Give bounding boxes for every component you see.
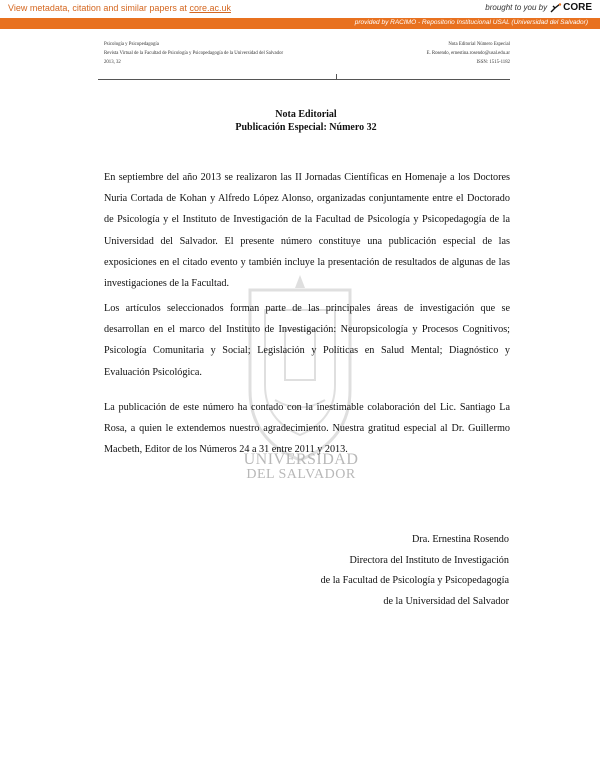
journal-subtitle: Revista Virtual de la Facultad de Psicología y Psicopedagogía de la Universidad del Salvador <box>104 51 284 56</box>
provider-banner <box>0 18 600 29</box>
core-metadata-line <box>8 3 231 13</box>
core-view-text: View metadata, citation and similar papers at <box>8 3 187 13</box>
header-rule <box>98 79 510 80</box>
core-logo-text: CORE <box>563 2 592 13</box>
paragraph-2: Los artículos seleccionados forman parte de las principales áreas de investigación que se desarrollan en el marco del Instituto de Investigación: Neuropsicología y Procesos Cognitivos; Psicología Comunitaria y Social; Legislación y Políticas en Salud Mental; Diagnóstico y Evaluación Psicológica. <box>104 303 510 378</box>
journal-name: Psicología y Psicopedagogía <box>104 42 159 47</box>
header-rule-tick <box>336 74 337 79</box>
article-title <box>0 109 600 134</box>
brought-to-you-text: brought to you by <box>485 3 548 12</box>
core-brought-by <box>485 2 592 13</box>
core-logo[interactable] <box>550 2 592 13</box>
signature-title: Directora del Instituto de Investigación <box>349 554 509 566</box>
watermark-line-2: DEL SALVADOR <box>246 467 356 482</box>
signature-block <box>321 530 509 613</box>
title-line-2: Publicación Especial: Número 32 <box>235 121 377 133</box>
paragraph-3: La publicación de este número ha contado con la inestimable colaboración del Lic. Santiago La Rosa, a quien le extendemos nuestro agradecimiento. Nuestra gratitud especial al Dr. Guillermo Macbeth, Editor de los Números 24 a 31 entre 2011 y 2013. <box>104 402 510 456</box>
issn: ISSN: 1515-1182 <box>476 60 510 65</box>
author-contact: E. Rosendo, ernestina.rosendo@usal.edu.ar <box>426 51 510 56</box>
title-line-1: Nota Editorial <box>275 109 337 120</box>
running-header-right <box>350 40 510 67</box>
core-link[interactable]: core.ac.uk <box>189 3 231 13</box>
core-logo-icon <box>550 3 562 13</box>
signature-university: de la Universidad del Salvador <box>383 596 509 608</box>
signature-name: Dra. Ernestina Rosendo <box>411 534 509 545</box>
running-header-left <box>104 40 344 67</box>
signature-faculty: de la Facultad de Psicología y Psicopedagogía <box>320 575 509 587</box>
journal-issue: 2013, 32 <box>104 60 121 65</box>
watermark-line-1: UNIVERSIDAD <box>243 451 359 468</box>
core-banner <box>0 0 600 18</box>
article-type: Nota Editorial Número Especial <box>448 42 510 47</box>
paragraph-1: En septiembre del año 2013 se realizaron las II Jornadas Científicas en Homenaje a los Doctores Nuria Cortada de Kohan y Alfredo López Alonso, organizadas conjuntamente entre el Doctorado de Psicología y el Instituto de Investigación de la Facultad de Psicología y Psicopedagogía de la Universidad del Salvador. El presente número constituye una publicación especial de las exposiciones en el citado evento y también incluye la presentación de resultados de algunas de las investigaciones de la Facultad. <box>104 172 510 290</box>
provider-text[interactable]: provided by RACIMO - Repositorio Institucional USAL (Universidad del Salvador) <box>354 19 588 26</box>
